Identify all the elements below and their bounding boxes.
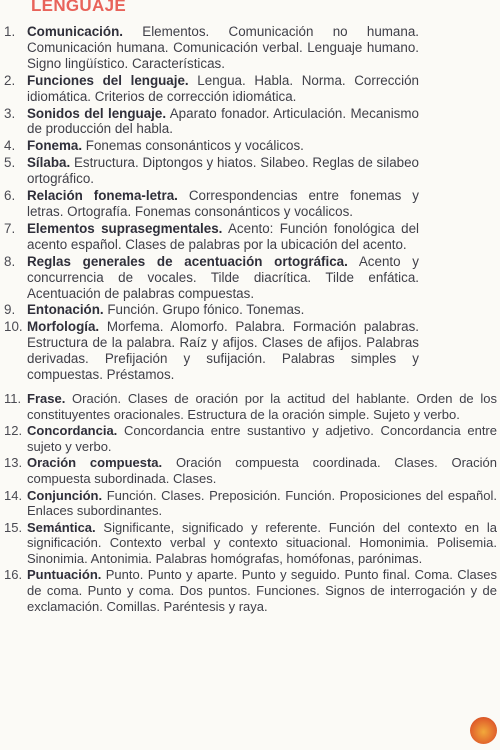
item-number: 5.	[4, 155, 16, 171]
list-item	[0, 24, 419, 72]
item-term: Sonidos del lenguaje.	[27, 105, 167, 121]
list-item	[0, 319, 419, 383]
list-item	[0, 391, 497, 422]
item-term: Oración compuesta.	[27, 455, 163, 471]
item-number: 8.	[4, 253, 16, 269]
list-item	[0, 138, 419, 154]
item-number: 13.	[4, 455, 23, 471]
item-term: Comunicación.	[27, 24, 123, 39]
list-item	[0, 520, 497, 567]
item-description: Lengua. Habla. Norma. Corrección idiomática. Criterios de corrección idiomática.	[27, 72, 419, 104]
topic-list-upper	[0, 24, 500, 383]
item-term: Relación fonema-letra.	[27, 188, 178, 204]
item-description: Concordancia entre sustantivo y adjetivo. Concordancia entre sujeto y verbo.	[27, 423, 497, 454]
list-item	[0, 302, 419, 318]
topic-list-lower	[0, 391, 500, 614]
item-description: Punto. Punto y aparte. Punto y seguido. Punto final. Coma. Clases de coma. Punto y coma. Dos puntos. Funciones. Signos de interrogación y de exclamación. Comillas. Paréntesis y raya.	[27, 567, 497, 614]
list-item	[0, 254, 419, 302]
item-number: 12.	[4, 423, 23, 439]
item-term: Entonación.	[27, 302, 104, 318]
item-term: Semántica.	[27, 519, 96, 535]
item-term: Puntuación.	[27, 567, 102, 583]
item-number: 6.	[4, 188, 16, 204]
item-term: Elementos suprasegmentales.	[27, 220, 223, 236]
item-number: 9.	[4, 302, 16, 318]
item-description: Fonemas consonánticos y vocálicos.	[82, 138, 304, 154]
item-term: Sílaba.	[27, 155, 71, 171]
list-item	[0, 106, 419, 138]
item-term: Morfología.	[27, 319, 100, 335]
item-number: 11.	[4, 390, 22, 406]
item-number: 1.	[4, 24, 16, 39]
item-number: 16.	[4, 567, 23, 583]
section-title: LENGUAJE	[31, 0, 126, 15]
item-description: Acento: Función fonológica del acento español. Clases de palabras por la ubicación del acento.	[27, 220, 419, 252]
item-term: Fonema.	[27, 138, 83, 154]
item-description: Acento y concurrencia de vocales. Tilde diacrítica. Tilde enfática. Acentuación de palabras compuestas.	[27, 253, 419, 301]
list-item	[0, 423, 497, 454]
list-item	[0, 155, 419, 187]
list-item	[0, 567, 497, 614]
item-number: 3.	[4, 105, 16, 121]
list-item	[0, 221, 419, 253]
item-number: 4.	[4, 138, 16, 154]
item-term: Conjunción.	[27, 487, 103, 503]
publisher-logo	[470, 717, 497, 744]
list-item	[0, 455, 497, 486]
item-term: Frase.	[27, 390, 66, 406]
item-number: 14.	[4, 487, 23, 503]
item-description: Oración. Clases de oración por la actitud del hablante. Orden de los constituyentes oracionales. Estructura de la oración simple. Sujeto y verbo.	[27, 390, 497, 422]
item-description: Correspondencias entre fonemas y letras. Ortografía. Fonemas consonánticos y vocálicos.	[27, 188, 419, 219]
item-description: Estructura. Diptongos y hiatos. Silabeo. Reglas de silabeo ortográfico.	[27, 155, 419, 187]
item-term: Funciones del lenguaje.	[27, 72, 189, 88]
item-description: Función. Clases. Preposición. Función. Proposiciones del español. Enlaces subordinantes.	[27, 487, 497, 519]
item-description: Oración compuesta coordinada. Clases. Oración compuesta subordinada. Clases.	[27, 455, 497, 486]
item-number: 2.	[4, 72, 16, 88]
item-term: Concordancia.	[27, 423, 118, 439]
item-number: 7.	[4, 220, 16, 236]
list-item	[0, 488, 497, 519]
item-term: Reglas generales de acentuación ortográfica.	[27, 253, 348, 269]
item-description: Elementos. Comunicación no humana. Comunicación humana. Comunicación verbal. Lenguaje humano. Signo lingüístico. Características.	[27, 24, 419, 71]
item-description: Aparato fonador. Articulación. Mecanismo de producción del habla.	[27, 105, 419, 137]
item-description: Morfema. Alomorfo. Palabra. Formación palabras. Estructura de la palabra. Raíz y afijos. Clases de afijos. Palabras derivadas. Prefijación y sufijación. Palabras simples y compuestas. Préstamos.	[27, 319, 419, 383]
list-item	[0, 73, 419, 105]
topic-list	[0, 24, 500, 615]
list-item	[0, 188, 419, 220]
item-number: 15.	[4, 519, 23, 535]
item-description: Función. Grupo fónico. Tonemas.	[103, 302, 305, 318]
item-number: 10.	[4, 319, 23, 335]
item-description: Significante, significado y referente. Función del contexto en la significación. Contexto verbal y contexto situacional. Homonimia. Polisemia. Sinonimia. Antonimia. Palabras homógrafas, homófonas, parónimas.	[27, 519, 497, 566]
